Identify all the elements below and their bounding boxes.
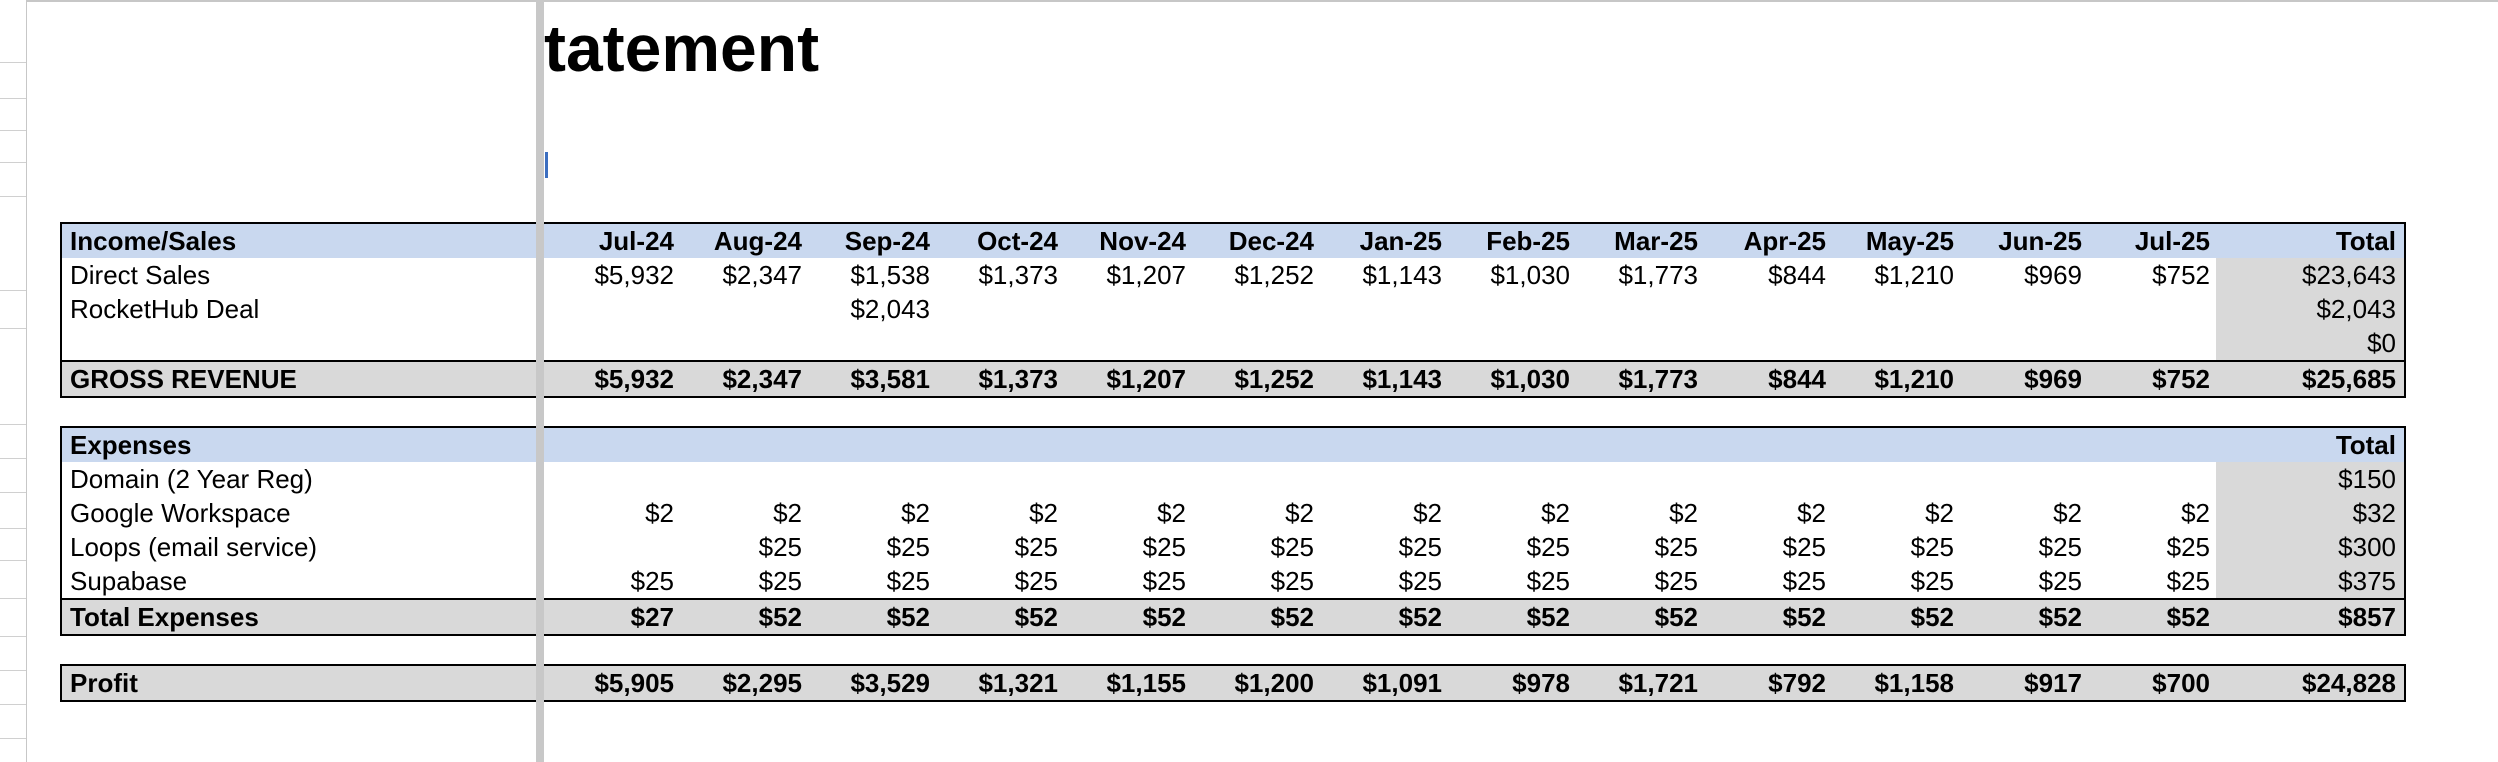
month-cell[interactable]: $917 [2024, 668, 2082, 698]
month-cell[interactable]: $2 [645, 498, 674, 528]
month-cell[interactable]: $1,773 [1618, 260, 1698, 290]
month-cell[interactable]: $25 [2038, 566, 2082, 596]
month-cell[interactable]: $52 [1782, 602, 1826, 632]
month-cell[interactable]: $25 [886, 566, 930, 596]
row-label[interactable]: Profit [70, 668, 138, 698]
month-cell[interactable]: $1,252 [1234, 260, 1314, 290]
month-cell[interactable]: $25 [886, 532, 930, 562]
month-cell[interactable]: $2,347 [722, 364, 802, 394]
expense-row [62, 564, 2404, 598]
month-cell[interactable]: $1,200 [1234, 668, 1314, 698]
month-cell[interactable]: $52 [1654, 602, 1698, 632]
month-cell[interactable] [1700, 292, 1826, 326]
month-cell[interactable]: $1,210 [1874, 364, 1954, 394]
month-cell[interactable]: Sep-24 [844, 226, 930, 256]
month-cell[interactable] [1188, 326, 1314, 360]
month-cell[interactable] [548, 326, 674, 360]
expenses-table [60, 426, 2406, 636]
income-row [62, 258, 2404, 292]
total-cell[interactable]: Total [2335, 226, 2396, 256]
month-cell[interactable]: $2,347 [722, 260, 802, 290]
income-header-row [62, 224, 2404, 258]
month-cell[interactable]: $1,091 [1362, 668, 1442, 698]
row-label[interactable]: Direct Sales [70, 260, 211, 290]
row-label[interactable]: Loops (email service) [70, 532, 318, 562]
month-cell[interactable]: $1,773 [1618, 364, 1698, 394]
month-cell[interactable]: $1,030 [1490, 260, 1570, 290]
month-cell[interactable] [676, 292, 802, 326]
month-cell[interactable]: $25 [758, 532, 802, 562]
month-cell[interactable]: $52 [1910, 602, 1954, 632]
month-cell[interactable] [548, 530, 674, 564]
month-cell[interactable]: $844 [1768, 364, 1826, 394]
month-cell[interactable]: $2 [1157, 498, 1186, 528]
month-cell[interactable]: $1,143 [1362, 260, 1442, 290]
total-expenses-row [62, 598, 2404, 634]
month-cell[interactable]: $52 [1014, 602, 1058, 632]
month-cell[interactable]: Nov-24 [1099, 226, 1186, 256]
month-cell[interactable] [1444, 326, 1570, 360]
month-cell[interactable] [1316, 462, 1442, 496]
month-cell[interactable]: $5,905 [594, 668, 674, 698]
month-cell[interactable]: $752 [2152, 364, 2210, 394]
month-cell[interactable]: $52 [758, 602, 802, 632]
expense-row [62, 530, 2404, 564]
month-cell[interactable]: $3,529 [850, 668, 930, 698]
month-cell[interactable]: Oct-24 [977, 226, 1058, 256]
month-cell[interactable] [1572, 326, 1698, 360]
month-cell[interactable] [1188, 462, 1314, 496]
month-cell[interactable]: $25 [1526, 566, 1570, 596]
row-label[interactable]: Total Expenses [70, 602, 259, 632]
month-cell[interactable]: $2 [1797, 498, 1826, 528]
sheet-top-border [0, 0, 2498, 2]
total-cell[interactable]: $857 [2338, 602, 2396, 632]
month-cell[interactable]: $25 [1782, 532, 1826, 562]
month-cell[interactable] [1828, 462, 1954, 496]
month-cell[interactable]: $2,043 [850, 294, 930, 324]
month-cell[interactable] [932, 292, 1058, 326]
month-cell[interactable]: $1,373 [978, 364, 1058, 394]
month-cell[interactable]: $25 [1270, 566, 1314, 596]
expense-row [62, 462, 2404, 496]
row-label[interactable]: Domain (2 Year Reg) [70, 464, 313, 494]
month-cell[interactable]: Jul-25 [2134, 226, 2210, 256]
month-cell[interactable]: $5,932 [594, 364, 674, 394]
month-cell[interactable]: $27 [630, 602, 674, 632]
month-cell[interactable]: $1,210 [1874, 260, 1954, 290]
month-cell[interactable]: $1,252 [1234, 364, 1314, 394]
month-cell[interactable]: $25 [1398, 566, 1442, 596]
month-cell[interactable]: $1,321 [978, 668, 1058, 698]
sheet-title: tatement [544, 11, 820, 85]
month-cell[interactable]: Apr-25 [1743, 226, 1826, 256]
month-cell[interactable] [1060, 462, 1186, 496]
total-cell[interactable]: $25,685 [2302, 364, 2396, 394]
month-cell[interactable] [1700, 462, 1826, 496]
month-cell[interactable] [1444, 462, 1570, 496]
month-cell[interactable] [932, 326, 1058, 360]
month-cell[interactable]: $52 [1398, 602, 1442, 632]
month-cell[interactable]: $2 [1413, 498, 1442, 528]
row-label[interactable]: GROSS REVENUE [70, 364, 297, 394]
total-cell[interactable]: $0 [2367, 328, 2396, 358]
month-cell[interactable]: $2 [773, 498, 802, 528]
expense-row [62, 496, 2404, 530]
hyperlink-fragment[interactable] [545, 152, 548, 178]
month-cell[interactable]: $25 [2038, 532, 2082, 562]
month-cell[interactable]: $2 [2181, 498, 2210, 528]
month-cell[interactable]: $25 [1142, 566, 1186, 596]
month-cell[interactable]: $2 [2053, 498, 2082, 528]
month-cell[interactable]: Aug-24 [713, 226, 802, 256]
month-cell[interactable] [804, 462, 930, 496]
month-cell[interactable]: $52 [2166, 602, 2210, 632]
month-cell[interactable] [676, 462, 802, 496]
row-label[interactable]: Expenses [70, 430, 192, 460]
month-cell[interactable]: $1,721 [1618, 668, 1698, 698]
month-cell[interactable]: $52 [1270, 602, 1314, 632]
profit-row [62, 666, 2404, 700]
month-cell[interactable]: $1,155 [1106, 668, 1186, 698]
month-cell[interactable]: $1,207 [1106, 260, 1186, 290]
month-cell[interactable]: $25 [1910, 532, 1954, 562]
month-cell[interactable] [1956, 326, 2082, 360]
month-cell[interactable]: $969 [2024, 364, 2082, 394]
total-cell[interactable]: $375 [2338, 566, 2396, 596]
month-cell[interactable] [2084, 462, 2210, 496]
month-cell[interactable]: $25 [1654, 566, 1698, 596]
month-cell[interactable] [1060, 326, 1186, 360]
month-cell[interactable]: $978 [1512, 668, 1570, 698]
month-cell[interactable]: Jan-25 [1359, 226, 1442, 256]
month-cell[interactable] [804, 326, 930, 360]
month-cell[interactable] [1828, 326, 1954, 360]
freeze-pane-divider[interactable] [536, 0, 544, 762]
total-cell[interactable]: $300 [2338, 532, 2396, 562]
total-cell[interactable]: $23,643 [2302, 260, 2396, 290]
month-cell[interactable] [1572, 462, 1698, 496]
month-cell[interactable]: $52 [1526, 602, 1570, 632]
profit-table [60, 664, 2406, 702]
total-cell[interactable]: $32 [2352, 498, 2396, 528]
month-cell[interactable]: May-25 [1865, 226, 1954, 256]
month-cell[interactable]: $1,030 [1490, 364, 1570, 394]
month-cell[interactable]: $5,932 [594, 260, 674, 290]
month-cell[interactable]: $1,373 [978, 260, 1058, 290]
month-cell[interactable]: $25 [630, 566, 674, 596]
month-cell[interactable]: $969 [2024, 260, 2082, 290]
income-row [62, 326, 2404, 360]
month-cell[interactable]: $1,143 [1362, 364, 1442, 394]
month-cell[interactable] [2084, 292, 2210, 326]
month-cell[interactable]: Jun-25 [1998, 226, 2082, 256]
month-cell[interactable]: $2 [1541, 498, 1570, 528]
month-cell[interactable]: $2 [1029, 498, 1058, 528]
month-cell[interactable]: $792 [1768, 668, 1826, 698]
month-cell[interactable]: $25 [1526, 532, 1570, 562]
month-cell[interactable] [1700, 326, 1826, 360]
total-cell[interactable]: $24,828 [2302, 668, 2396, 698]
month-cell[interactable] [548, 462, 674, 496]
month-cell[interactable]: $25 [758, 566, 802, 596]
total-cell[interactable]: $2,043 [2316, 294, 2396, 324]
month-cell[interactable]: $25 [2166, 532, 2210, 562]
income-table [60, 222, 2406, 398]
month-cell[interactable]: $700 [2152, 668, 2210, 698]
income-row [62, 292, 2404, 326]
month-cell[interactable] [1316, 326, 1442, 360]
month-cell[interactable]: $52 [2038, 602, 2082, 632]
month-cell[interactable]: $3,581 [850, 364, 930, 394]
month-cell[interactable] [2084, 326, 2210, 360]
month-cell[interactable]: $52 [886, 602, 930, 632]
row-label[interactable]: RocketHub Deal [70, 294, 260, 324]
row-label[interactable]: Google Workspace [70, 498, 291, 528]
total-cell[interactable]: $150 [2338, 464, 2396, 494]
month-cell[interactable]: $844 [1768, 260, 1826, 290]
month-cell[interactable] [1828, 292, 1954, 326]
month-cell[interactable]: $2 [1925, 498, 1954, 528]
total-cell[interactable]: Total [2335, 430, 2396, 460]
month-cell[interactable]: $1,158 [1874, 668, 1954, 698]
month-cell[interactable] [1444, 292, 1570, 326]
month-cell[interactable] [1316, 292, 1442, 326]
row-header-gutter[interactable] [0, 0, 27, 762]
month-cell[interactable]: $25 [1398, 532, 1442, 562]
month-cell[interactable]: $25 [1014, 532, 1058, 562]
month-cell[interactable] [1956, 292, 2082, 326]
month-cell[interactable]: $752 [2152, 260, 2210, 290]
month-cell[interactable] [548, 292, 674, 326]
month-cell[interactable]: $2 [901, 498, 930, 528]
expenses-header-row [62, 428, 2404, 462]
month-cell[interactable]: $25 [1782, 566, 1826, 596]
month-cell[interactable] [1572, 292, 1698, 326]
row-label[interactable]: Supabase [70, 566, 188, 596]
month-cell[interactable]: $25 [1270, 532, 1314, 562]
month-cell[interactable] [1956, 462, 2082, 496]
month-cell[interactable]: $2,295 [722, 668, 802, 698]
month-cell[interactable]: Jul-24 [598, 226, 674, 256]
month-cell[interactable]: $25 [1142, 532, 1186, 562]
month-cell[interactable]: $25 [1014, 566, 1058, 596]
month-cell[interactable] [1060, 292, 1186, 326]
month-cell[interactable] [1188, 292, 1314, 326]
month-cell[interactable]: Mar-25 [1614, 226, 1698, 256]
row-label[interactable]: Income/Sales [70, 226, 237, 256]
gross-revenue-row [62, 360, 2404, 396]
month-cell[interactable]: $1,538 [850, 260, 930, 290]
month-cell[interactable] [676, 326, 802, 360]
month-cell[interactable]: Feb-25 [1486, 226, 1570, 256]
month-cell[interactable]: $25 [1654, 532, 1698, 562]
month-cell[interactable]: $52 [1142, 602, 1186, 632]
month-cell[interactable]: $25 [1910, 566, 1954, 596]
month-cell[interactable] [932, 462, 1058, 496]
month-cell[interactable]: $2 [1285, 498, 1314, 528]
month-cell[interactable]: Dec-24 [1228, 226, 1314, 256]
month-cell[interactable]: $25 [2166, 566, 2210, 596]
month-cell[interactable]: $1,207 [1106, 364, 1186, 394]
month-cell[interactable]: $2 [1669, 498, 1698, 528]
